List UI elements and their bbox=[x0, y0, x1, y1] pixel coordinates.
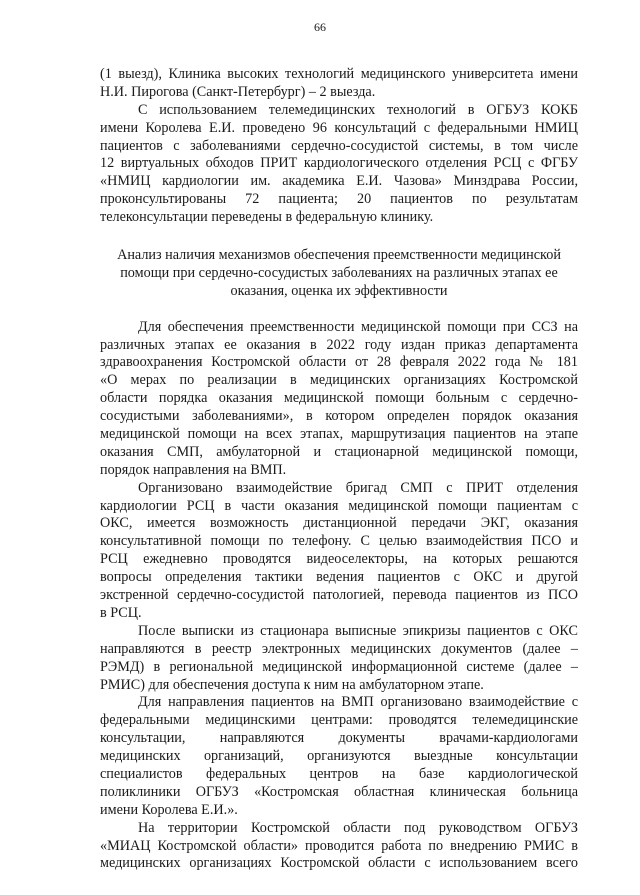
text-line: «НМИЦ кардиологии им. академика Е.И. Чазова» Минздрава России, bbox=[100, 173, 578, 190]
paragraph-clinic-visits bbox=[100, 66, 578, 102]
heading-line: Анализ наличия механизмов обеспечения преемственности медицинской bbox=[117, 247, 561, 264]
text-line: пациентов с заболеваниями сердечно-сосудистой системы, в том числе bbox=[100, 137, 578, 154]
text-line: С использованием телемедицинских технологий в ОГБУЗ КОКБ bbox=[138, 101, 578, 118]
text-line: РСЦ ежедневно проводятся видеоселекторы, на которых решаются bbox=[100, 551, 578, 568]
text-line: Для обеспечения преемственности медицинской помощи при ССЗ на bbox=[138, 318, 578, 335]
paragraph-high-tech-care bbox=[100, 694, 578, 819]
text-line: оказания СМП, амбулаторной и стационарной медицинской помощи, bbox=[100, 443, 578, 460]
text-line: области порядка оказания медицинской помощи больным с сердечно- bbox=[100, 390, 578, 407]
text-line: телеконсультации переведены в федеральную клинику. bbox=[100, 209, 434, 226]
text-line: имени Королева Е.И.». bbox=[100, 801, 238, 818]
paragraph-rmis-implementation bbox=[100, 820, 578, 874]
text-line: На территории Костромской области под руководством ОГБУЗ bbox=[138, 819, 578, 836]
text-line: Организовано взаимодействие бригад СМП с ПРИТ отделения bbox=[138, 479, 578, 496]
paragraph-continuity-order bbox=[100, 319, 578, 480]
text-line: Для направления пациентов на ВМП организовано взаимодействие с bbox=[138, 694, 578, 711]
text-line: «О мерах по реализации в медицинских организациях Костромской bbox=[100, 372, 578, 389]
paragraph-ems-interaction bbox=[100, 480, 578, 623]
text-line: (1 выезд), Клиника высоких технологий медицинского университета имени bbox=[100, 66, 578, 82]
text-line: консультативной помощи по телефону. С целью взаимодействия ПСО и bbox=[100, 533, 578, 550]
text-line: «МИАЦ Костромской области» проводится работа по внедрению РМИС в bbox=[100, 837, 578, 854]
text-line: различных этапах ее оказания в 2022 году издан приказ департамента bbox=[100, 336, 578, 353]
text-line: ОКС, имеется возможность дистанционной передачи ЭКГ, оказания bbox=[100, 515, 578, 532]
text-line: После выписки из стационара выписные эпикризы пациентов с ОКС bbox=[138, 622, 578, 639]
text-line: федеральными медицинскими центрами: проводятся телемедицинские bbox=[100, 712, 578, 729]
text-line: 12 виртуальных обходов ПРИТ кардиологического отделения РСЦ с ФГБУ bbox=[100, 155, 578, 172]
page-content bbox=[100, 66, 578, 873]
text-line: РЭМД) в региональной медицинской информационной системе (далее – bbox=[100, 658, 578, 675]
text-line: в РСЦ. bbox=[100, 604, 142, 621]
section-heading bbox=[100, 247, 578, 301]
text-line: медицинских организаций, организуются выездные консультации bbox=[100, 748, 578, 765]
heading-line: помощи при сердечно-сосудистых заболеваниях на различных этапах ее bbox=[120, 264, 558, 281]
text-line: Н.И. Пирогова (Санкт-Петербург) – 2 выезда. bbox=[100, 83, 376, 100]
text-line: медицинской помощи на всех этапах, маршрутизация пациентов на этапе bbox=[100, 426, 578, 443]
text-line: поликлиники ОГБУЗ «Костромская областная клиническая больница bbox=[100, 783, 578, 800]
text-line: здравоохранения Костромской области от 28 февраля 2022 года № 181 bbox=[100, 354, 578, 371]
paragraph-discharge-records bbox=[100, 623, 578, 695]
text-line: вопросы определения тактики ведения пациентов с ОКС и другой bbox=[100, 569, 578, 586]
text-line: порядок направления на ВМП. bbox=[100, 461, 287, 478]
text-line: медицинских организациях Костромской области с использованием всего bbox=[100, 855, 578, 872]
paragraph-telemedicine bbox=[100, 102, 578, 227]
text-line: РМИС) для обеспечения доступа к ним на амбулаторном этапе. bbox=[100, 676, 484, 693]
text-line: специалистов федеральных центров на базе кардиологической bbox=[100, 765, 578, 782]
text-line: консультации, направляются документы врачами-кардиологами bbox=[100, 730, 578, 747]
text-line: кардиологии РСЦ в части оказания медицинской помощи пациентам с bbox=[100, 497, 578, 514]
page-number: 66 bbox=[314, 20, 326, 34]
heading-line: оказания, оценка их эффективности bbox=[230, 282, 448, 299]
text-line: проконсультированы 72 пациента; 20 пациентов по результатам bbox=[100, 191, 578, 208]
text-line: экстренной сердечно-сосудистой патологией, перевода пациентов из ПСО bbox=[100, 587, 578, 604]
text-line: сосудистыми заболеваниями», в котором определен порядок оказания bbox=[100, 408, 578, 425]
text-line: имени Королева Е.И. проведено 96 консультаций с федеральными НМИЦ bbox=[100, 119, 578, 136]
text-line: направляются в реестр электронных медицинских документов (далее – bbox=[100, 640, 578, 657]
